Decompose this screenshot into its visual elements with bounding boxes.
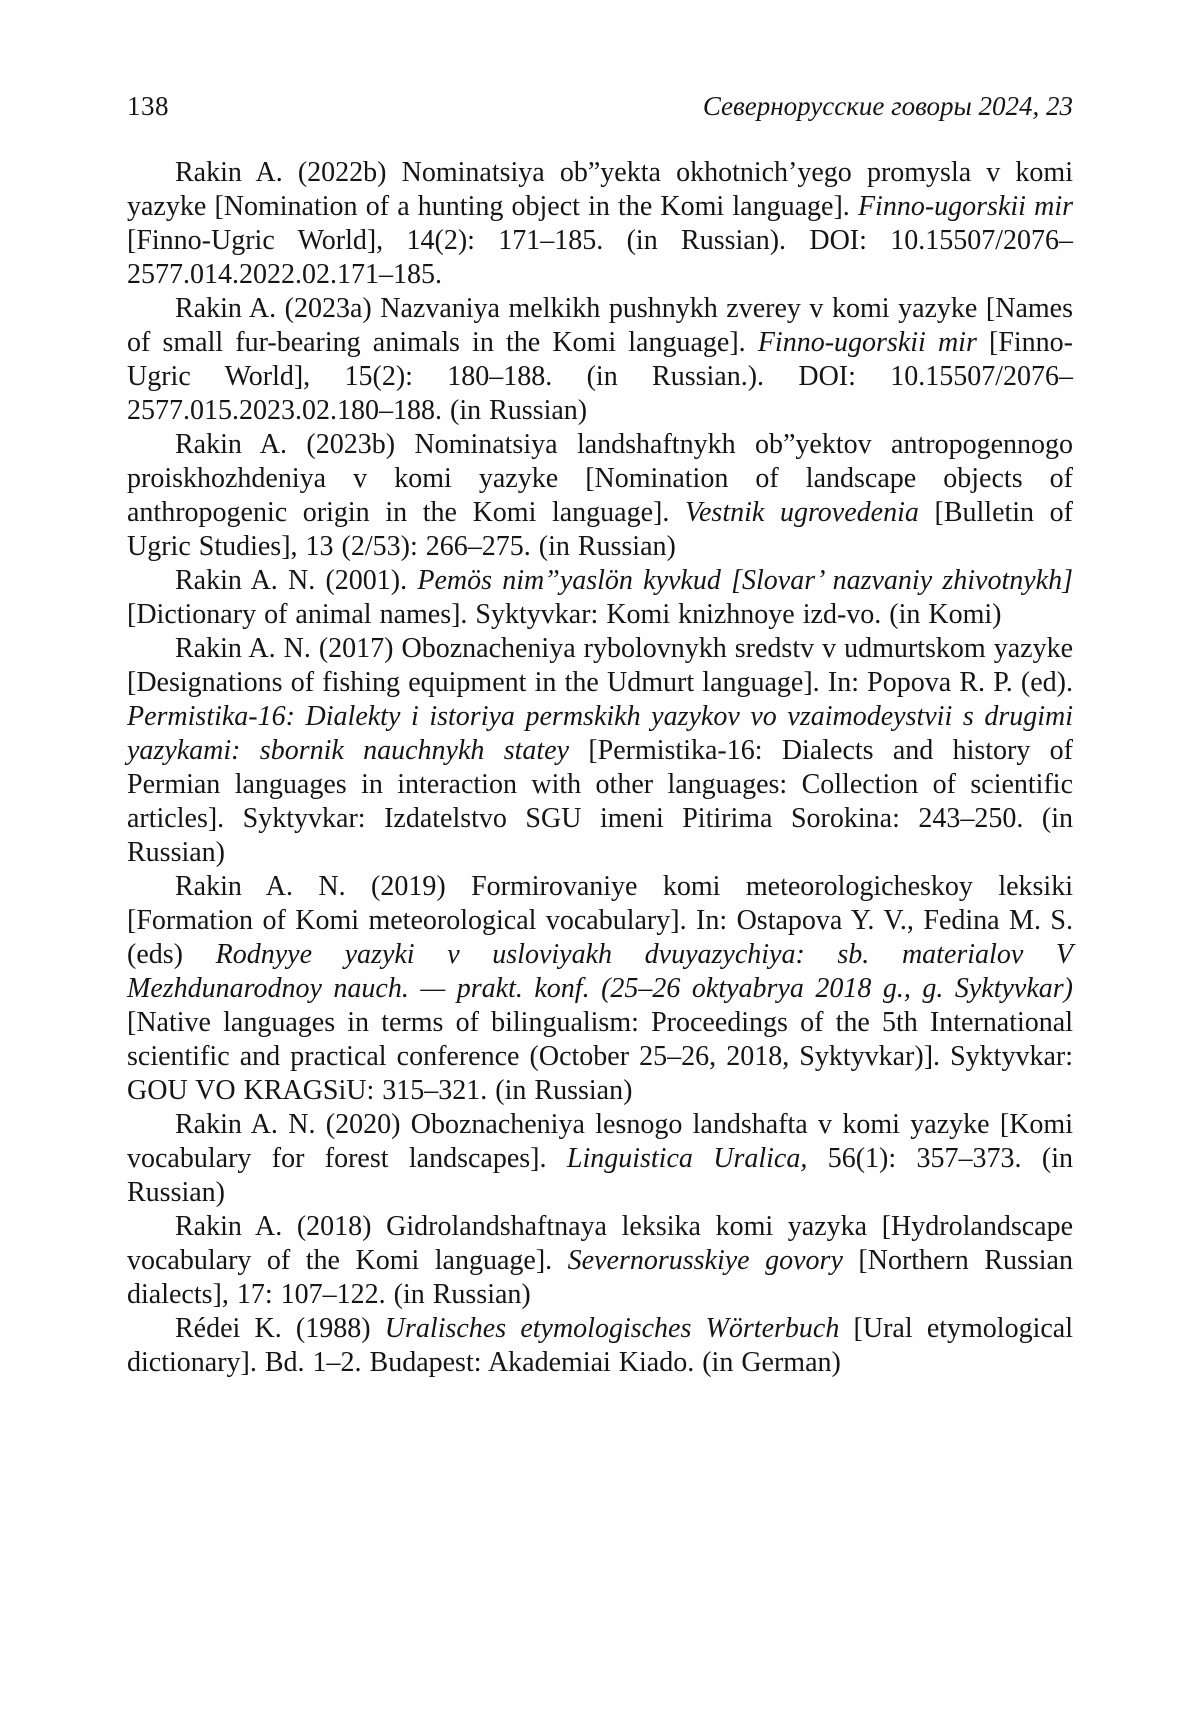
reference-text: Rakin A. N. (2017) Oboznacheniya rybolovnykh sredstv v udmurtskom yazyke [Designations of fishing equipment in the Udmurt language]. In: Popova R. P. (ed). bbox=[127, 633, 1073, 698]
reference-text: Rakin A. (2022b) Nominatsiya ob”yekta okhotnich’yego promysla v komi yazyke [Nomination of a hunting object in the Komi language]. bbox=[127, 157, 1073, 222]
reference-text: Rakin A. (2023a) Nazvaniya melkikh pushnykh zverey v komi yazyke [Names of small fur-bearing animals in the Komi language]. bbox=[127, 293, 1073, 358]
reference-entry bbox=[127, 1210, 1073, 1312]
reference-text: [Northern Russian dialects], 17: 107–122. (in Russian) bbox=[127, 1245, 1073, 1310]
reference-text: Rakin A. (2018) Gidrolandshaftnaya leksika komi yazyka [Hydrolandscape vocabulary of the Komi language]. bbox=[127, 1211, 1073, 1276]
reference-text: [Finno-Ugric World], 15(2): 180–188. (in Russian.). DOI: 10.15507/2076–2577.015.2023.02.180–188. (in Russian) bbox=[127, 327, 1074, 426]
reference-text: Rédei K. (1988) bbox=[175, 1313, 385, 1344]
reference-title-italic: Severnorusskiye govory bbox=[567, 1245, 843, 1276]
reference-text: Rakin A. (2023b) Nominatsiya landshaftnykh ob”yektov antropogennogo proiskhozhdeniya v komi yazyke [Nomination of landscape objects of anthropogenic origin in the Komi language]. bbox=[127, 429, 1073, 528]
reference-text: [Permistika-16: Dialects and history of Permian languages in interaction with other languages: Collection of scientific articles]. Syktyvkar: Izdatelstvo SGU imeni Pitirima Sorokina: 243–250. (in Russian) bbox=[127, 735, 1073, 868]
reference-title-italic: Finno-ugorskii mir bbox=[757, 327, 977, 358]
reference-title-italic: Uralisches etymologisches Wörterbuch bbox=[384, 1313, 840, 1344]
reference-title-italic: Vestnik ugrovedenia bbox=[685, 497, 919, 528]
reference-title-italic: Finno-ugorskii mir bbox=[857, 191, 1074, 222]
reference-entry bbox=[127, 632, 1073, 870]
reference-title-italic: Linguistica Uralica, bbox=[566, 1143, 808, 1174]
references-list bbox=[127, 156, 1073, 1380]
journal-header: Севернорусские говоры 2024, 23 bbox=[702, 91, 1073, 121]
reference-text: Rakin A. N. (2019) Formirovaniye komi meteorologicheskoy leksiki [Formation of Komi meteorological vocabulary]. In: Ostapova Y. V., Fedina M. S. (eds) bbox=[127, 871, 1073, 970]
reference-entry bbox=[127, 1312, 1073, 1380]
reference-title-italic: Pemös nim”yaslön kyvkud [Slovar’ nazvaniy zhivotnykh] bbox=[417, 565, 1073, 596]
reference-text: [Bulletin of Ugric Studies], 13 (2/53): 266–275. (in Russian) bbox=[127, 497, 1074, 562]
reference-text: [Dictionary of animal names]. Syktyvkar: Komi knizhnoye izd-vo. (in Komi) bbox=[127, 599, 1002, 630]
reference-text: Rakin A. N. (2001). bbox=[175, 565, 418, 596]
reference-entry bbox=[127, 870, 1073, 1108]
reference-text: Rakin A. N. (2020) Oboznacheniya lesnogo landshafta v komi yazyke [Komi vocabulary for forest landscapes]. bbox=[127, 1109, 1073, 1174]
reference-text: [Ural etymological dictionary]. Bd. 1–2. Budapest: Akademiai Kiado. (in German) bbox=[127, 1313, 1074, 1378]
reference-title-italic: Permistika-16: Dialekty i istoriya permskikh yazykov vo vzaimodeystvii s drugimi yazykami: sbornik nauchnykh statey bbox=[127, 701, 1073, 766]
reference-entry bbox=[127, 292, 1073, 428]
reference-entry bbox=[127, 1108, 1073, 1210]
running-head bbox=[127, 90, 1073, 122]
page-number: 138 bbox=[127, 91, 169, 121]
reference-title-italic: Rodnyye yazyki v usloviyakh dvuyazychiya: sb. materialov V Mezhdunarodnoy nauch. — prakt. konf. (25–26 oktyabrya 2018 g., g. Syktyvkar) bbox=[127, 939, 1073, 1004]
reference-text: 56(1): 357–373. (in Russian) bbox=[127, 1143, 1073, 1208]
reference-text: [Native languages in terms of bilingualism: Proceedings of the 5th International scientific and practical conference (October 25–26, 2018, Syktyvkar)]. Syktyvkar: GOU VO KRAGSiU: 315–321. (in Russian) bbox=[127, 1007, 1073, 1106]
reference-entry bbox=[127, 156, 1073, 292]
reference-text: [Finno-Ugric World], 14(2): 171–185. (in Russian). DOI: 10.15507/2076–2577.014.2022.02.171–185. bbox=[127, 225, 1073, 290]
reference-entry bbox=[127, 428, 1073, 564]
reference-entry bbox=[127, 564, 1073, 632]
